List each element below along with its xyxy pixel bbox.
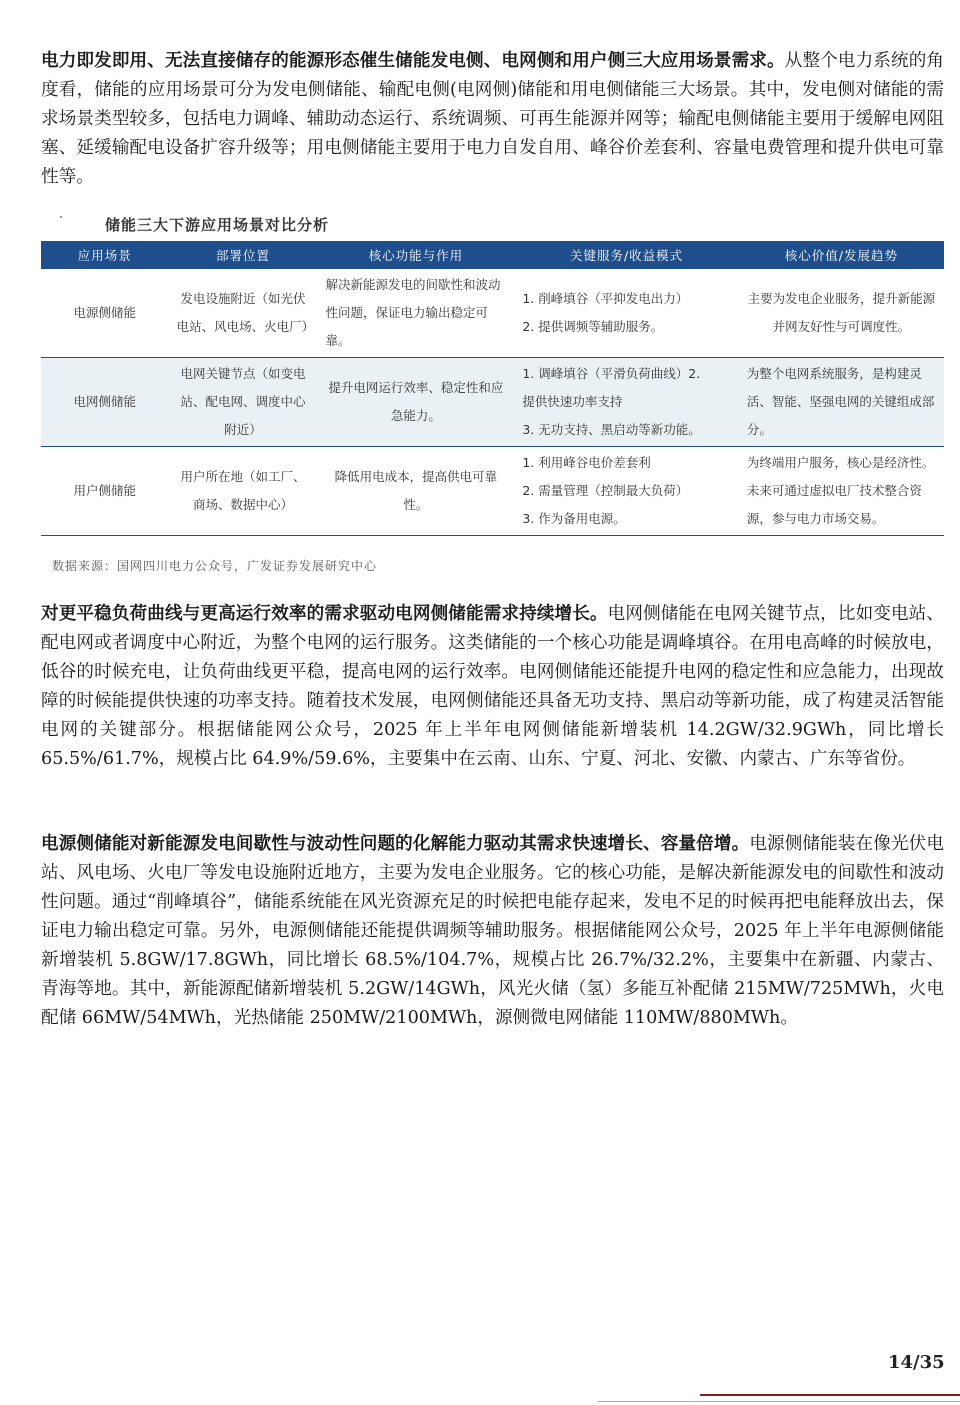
paragraph-grid-side-body: 电网侧储能在电网关键节点，比如变电站、配电网或者调度中心附近，为整个电网的运行服务。这类储能的一个核心功能是调峰填谷。在用电高峰的时候放电，低谷的时候充电，让负荷曲线更平稳，提高电网的运行效率。电网侧储能还能提升电网的稳定性和应急能力，出现故障的时候能提供快速的功率支持。随着技术发展，电网侧储能还具备无功支持、黑启动等新功能，成了构建灵活智能电网的关键部分。根据储能网公众号，2025 年上半年电网侧储能新增装机 14.2GW/32.9GWh，同比增长 65.5%/61.7%，规模占比 64.9%/59.6%，主要集中在云南、山东、宁夏、河北、安徽、内蒙古、广东等省份。 <box>41 604 944 769</box>
cell-services <box>514 269 739 358</box>
paragraph-grid-side-heading: 对更平稳负荷曲线与更高运行效率的需求驱动电网侧储能需求持续增长。 <box>41 603 608 624</box>
header-location: 部署位置 <box>169 241 318 269</box>
table-title-marker <box>60 216 62 218</box>
paragraph-source-side-heading: 电源侧储能对新能源发电间歇性与波动性问题的化解能力驱动其需求快速增长、容量倍增。 <box>41 833 750 854</box>
service-item: 1. 调峰填谷（平滑负荷曲线）2. <box>522 366 701 381</box>
footer-rule-thin <box>598 1401 960 1402</box>
header-scene: 应用场景 <box>41 241 169 269</box>
cell-location: 用户所在地（如工厂、商场、数据中心） <box>180 469 306 512</box>
paragraph-source-side <box>41 829 944 1033</box>
cell-location: 发电设施附近（如光伏电站、风电场、火电厂） <box>176 291 315 334</box>
cell-scene: 用户侧储能 <box>73 483 137 498</box>
cell-scene: 电网侧储能 <box>41 358 169 447</box>
table-title: 储能三大下游应用场景对比分析 <box>105 216 330 234</box>
service-item: 3. 无功支持、黑启动等新功能。 <box>522 422 701 437</box>
cell-function: 降低用电成本，提高供电可靠性。 <box>334 469 498 512</box>
service-item: 2. 提供调频等辅助服务。 <box>522 319 664 334</box>
header-services: 关键服务/收益模式 <box>514 241 739 269</box>
service-item: 提供快速功率支持 <box>522 394 623 409</box>
cell-location: 电网关键节点（如变电站、配电网、调度中心附近） <box>169 358 318 447</box>
service-item: 2. 需量管理（控制最大负荷） <box>522 483 689 498</box>
service-item: 3. 作为备用电源。 <box>522 511 626 526</box>
cell-services <box>514 358 739 447</box>
paragraph-source-side-body: 电源侧储能装在像光伏电站、风电场、火电厂等发电设施附近地方，主要为发电企业服务。它的核心功能，是解决新能源发电的间歇性和波动性问题。通过“削峰填谷”，储能系统能在风光资源充足的时候把电能存起来，发电不足的时候再把电能释放出去，保证电力输出稳定可靠。另外，电源侧储能还能提供调频等辅助服务。根据储能网公众号，2025 年上半年电源侧储能新增装机 5.8GW/17.8GWh，同比增长 68.5%/104.7%，规模占比 26.7%/32.2%，主要集中在新疆、内蒙古、青海等地。其中，新能源配储新增装机 5.2GW/14GWh，风光火储（氢）多能互补配储 215MW/725MWh，火电配储 66MW/54MWh，光热储能 250MW/2100MWh，源侧微电网储能 110MW/880MWh。 <box>41 834 944 1028</box>
service-item: 1. 削峰填谷（平抑发电出力） <box>522 291 689 306</box>
paragraph-scenarios-heading: 电力即发即用、无法直接储存的能源形态催生储能发电侧、电网侧和用户侧三大应用场景需求。 <box>41 50 785 71</box>
paragraph-scenarios <box>41 46 944 192</box>
comparison-table <box>41 241 944 536</box>
table-row <box>41 269 944 358</box>
cell-function: 提升电网运行效率、稳定性和应急能力。 <box>318 358 515 447</box>
paragraph-grid-side <box>41 599 944 774</box>
cell-value: 为终端用户服务，核心是经济性。未来可通过虚拟电厂技术整合资源，参与电力市场交易。 <box>746 455 935 526</box>
table-row <box>41 358 944 447</box>
page-number: 14/35 <box>888 1352 945 1373</box>
table-row <box>41 447 944 536</box>
cell-function: 解决新能源发电的间歇性和波动性问题，保证电力输出稳定可靠。 <box>325 277 501 348</box>
header-function: 核心功能与作用 <box>318 241 515 269</box>
table-header-row <box>41 241 944 269</box>
table-source: 数据来源：国网四川电力公众号，广发证券发展研究中心 <box>52 559 378 573</box>
cell-services <box>514 447 739 536</box>
paragraph-scenarios-body: 从整个电力系统的角度看，储能的应用场景可分为发电侧储能、输配电侧(电网侧)储能和用电侧储能三大场景。其中，发电侧对储能的需求场景类型较多，包括电力调峰、辅助动态运行、系统调频、可再生能源并网等；输配电侧储能主要用于缓解电网阻塞、延缓输配电设备扩容升级等；用电侧储能主要用于电力自发自用、峰谷价差套利、容量电费管理和提升供电可靠性等。 <box>41 51 944 187</box>
cell-scene: 电源侧储能 <box>73 305 137 320</box>
cell-value: 主要为发电企业服务，提升新能源并网友好性与可调度性。 <box>747 291 936 334</box>
service-item: 1. 利用峰谷电价差套利 <box>522 455 651 470</box>
header-value: 核心价值/发展趋势 <box>739 241 944 269</box>
cell-value: 为整个电网系统服务，是构建灵活、智能、坚强电网的关键组成部分。 <box>739 358 944 447</box>
footer-rule <box>700 1394 960 1396</box>
